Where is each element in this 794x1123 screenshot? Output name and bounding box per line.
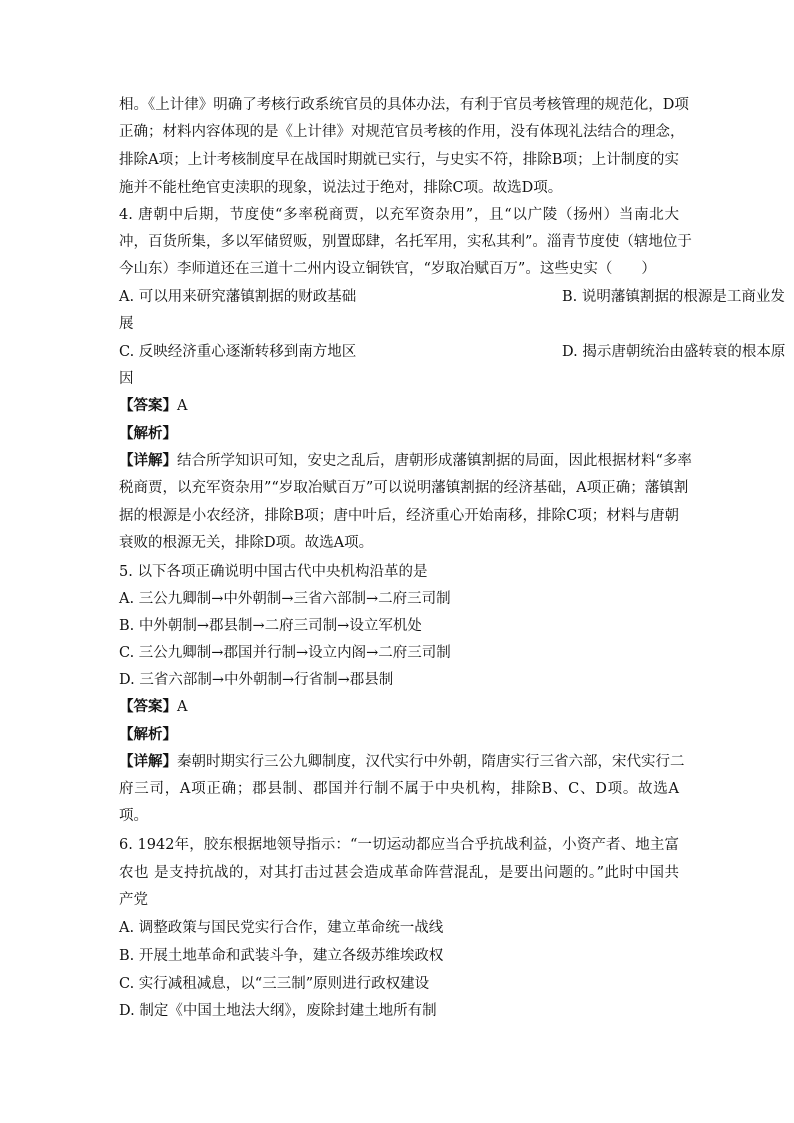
q4-detail: 【详解】结合所学知识可知，安史之乱后，唐朝形成藩镇割据的局面，因此根据材料“多率 [119, 452, 692, 469]
q4-detail: 据的根源是小农经济，排除B项；唐中叶后，经济重心开始南移，排除C项；材料与唐朝 [119, 508, 679, 524]
text-line: 施并不能杜绝官吏渎职的现象，说法过于绝对，排除C项。故选D项。 [119, 180, 563, 196]
q5-option-a: A. 三公九卿制→中外朝制→三省六部制→二府三司制 [119, 591, 451, 607]
text-line: 正确；材料内容体现的是《上计律》对规范官员考核的作用，没有体现礼法结合的理念， [119, 124, 685, 140]
q5-detail: 【详解】秦朝时期实行三公九卿制度，汉代实行中外朝，隋唐实行三省六部，宋代实行二 [119, 753, 685, 770]
q4-option-d-cont: 因 [119, 371, 134, 387]
q6-option-b: B. 开展土地革命和武装斗争，建立各级苏维埃政权 [119, 948, 444, 964]
answer-tag: 【答案】 [119, 397, 177, 414]
q4-stem: 4. 唐朝中后期，节度使“多率税商贾，以充军资杂用”，且“以广陵（扬州）当南北大 [119, 207, 679, 223]
q6-option-d: D. 制定《中国土地法大纲》，废除封建土地所有制 [119, 1003, 437, 1019]
detail-tag: 【详解】 [119, 452, 177, 469]
q5-option-d: D. 三省六部制→中外朝制→行省制→郡县制 [119, 672, 394, 688]
q4-option-c: C. 反映经济重心逐渐转移到南方地区 [119, 344, 357, 360]
q5-option-b: B. 中外朝制→郡县制→二府三司制→设立军机处 [119, 618, 422, 634]
q4-options-row [119, 342, 786, 362]
q4-option-b-cont: 展 [119, 316, 134, 332]
q4-option-b: B. 说明藩镇割据的根源是工商业发 [562, 289, 785, 305]
q6-stem: 6. 1942年，胶东根据地领导指示：“一切运动都应当合乎抗战利益，小资产者、地主富 [119, 837, 679, 853]
analysis-tag: 【解析】 [119, 726, 177, 743]
q4-stem: 今山东）李师道还在三道十二州内设立铜铁官，“岁取冶赋百万”。这些史实（ ） [119, 261, 656, 277]
q4-option-a: A. 可以用来研究藩镇割据的财政基础 [119, 289, 357, 305]
analysis-tag: 【解析】 [119, 425, 177, 442]
answer-tag: 【答案】 [119, 698, 177, 715]
q4-options-row [119, 287, 785, 307]
q4-option-d: D. 揭示唐朝统治由盛转衰的根本原 [562, 344, 786, 360]
q6-stem: 农也 是支持抗战的，对其打击过甚会造成革命阵营混乱，是要出问题的。”此时中国共 [119, 865, 679, 881]
q5-answer [119, 697, 679, 717]
q6-option-c: C. 实行减租减息，以“三三制”原则进行政权建设 [119, 976, 430, 992]
text-line: 排除A项；上计考核制度早在战国时期就已实行，与史实不符，排除B项；上计制度的实 [119, 152, 679, 168]
q5-stem: 5. 以下各项正确说明中国古代中央机构沿革的是 [119, 564, 428, 580]
detail-tag: 【详解】 [119, 753, 177, 770]
q4-detail: 税商贾，以充军资杂用”“岁取冶赋百万”可以说明藩镇割据的经济基础，A项正确；藩镇割 [119, 480, 689, 496]
text-line: 相。《上计律》明确了考核行政系统官员的具体办法，有利于官员考核管理的规范化，D项 [119, 97, 689, 113]
q6-option-a: A. 调整政策与国民党实行合作，建立革命统一战线 [119, 920, 444, 936]
q6-stem: 产党 [119, 892, 148, 908]
q5-detail: 府三司，A项正确；郡县制、郡国并行制不属于中央机构，排除B、C、D项。故选A [119, 781, 679, 797]
q5-detail: 项。 [119, 808, 148, 824]
answer-value: A [177, 699, 188, 715]
q4-answer [119, 396, 679, 416]
q4-stem: 冲，百货所集，多以军储贸贩，别置邸肆，名托军用，实私其利”。淄青节度使（辖地位于 [119, 234, 692, 250]
answer-value: A [177, 398, 188, 414]
q4-detail: 衰败的根源无关，排除D项。故选A项。 [119, 535, 374, 551]
q5-option-c: C. 三公九卿制→郡国并行制→设立内阁→二府三司制 [119, 645, 451, 661]
